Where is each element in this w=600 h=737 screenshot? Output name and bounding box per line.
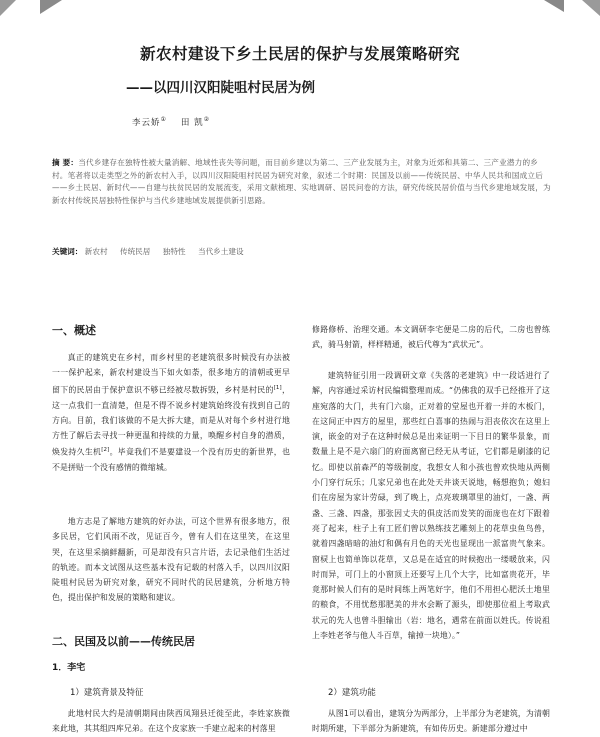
page-corner-mark xyxy=(40,0,62,14)
body-paragraph xyxy=(312,706,550,737)
page-corner-mark xyxy=(582,0,600,16)
page-corner-mark xyxy=(0,0,16,16)
paragraph-text: 从图1可以看出，建筑分为两部分，上半部分为老建筑，为清朝时期所建，下半部分为新建筑，有如传历史。新建部分遵过中 xyxy=(312,709,550,734)
author-name: 田 凯 xyxy=(180,118,204,128)
abstract-text: 当代乡建存在独特性被大量消解、地域性丧失等问题，而目前乡建以为第二、三产业发展为主，对象为近郊和具第二、三产业潜力的乡村。笔者将以走类型之外的新农村入手，以四川汉阳陡咀村民居为研究对象，叙述二个时期：民国及以前——传统民居、中华人民共和国成立后——乡土民居、新时代——自建与扶贫民居的发展流变，采用文献梳理、实地调研、居民问卷的方法，研究传统民居价值与当代乡建地域发展，为新农村传统民居独特性保护与当代乡建地域发展提供新引思路。 xyxy=(52,158,551,205)
keyword: 独特性 xyxy=(162,247,186,256)
subsection-heading: 1．李宅 xyxy=(52,663,86,673)
paragraph-text: 此地村民大约是清朝期间由陕西凤翔县迁徙至此，李姓家族微来此地，其其组四库兄弟。在这个皮家族一手建立起来的村落里 xyxy=(52,709,290,734)
abstract xyxy=(52,157,552,207)
section-heading: 一、概述 xyxy=(52,324,96,337)
keywords-label: 关键词： xyxy=(52,247,83,256)
paragraph-text: 。毕竟我们不是要建设一个没有历史的新世界，也不是拼贴一个没有感情的微缩城。 xyxy=(52,448,290,473)
body-paragraph xyxy=(312,368,550,643)
subsubsection-heading: 1）建筑背景及特征 xyxy=(70,688,144,698)
keyword: 新农村 xyxy=(84,247,108,256)
paragraph-text: 地方志是了解地方建筑的好办法，可这个世界有很多地方，很多民居，它们风雨不改，见证百今，曾有人们在这里笑，在这里哭，在这里采摘鲜翻新，可是却没有只言片语，去记录他们生活过的轨迹。而本文试图从这些基本没有记载的村落入手，以四川汉阳陡咀村民居为研究对象，研究不同时代的民居建筑，分析地方特色，提出保护和发展的策略和建议。 xyxy=(52,517,290,603)
subsubsection-heading: 2）建筑功能 xyxy=(328,688,376,698)
body-paragraph xyxy=(312,322,550,353)
paper-subtitle: ——以四川汉阳陡咀村民居为例 xyxy=(126,80,315,96)
body-paragraph xyxy=(52,514,290,606)
page-corner-mark xyxy=(544,0,564,12)
keywords xyxy=(52,246,552,257)
body-paragraph xyxy=(52,706,290,737)
author-mark: ① xyxy=(160,116,167,124)
body-paragraph xyxy=(52,350,290,476)
section-heading: 二、民国及以前——传统民居 xyxy=(52,635,195,648)
paragraph-text: 建筑特征引用一段调研文章《失落的老建筑》中一段话进行了解，内容通过采访村民编辑整理而成。“仍佛我的双手已经推开了这座宛落的大门，共有门六扇，正对着的堂屋也开着一并的木板门，在这间正中四方的屋里，那些红白喜事的热闹与泪丧依次在这里上演，嵌金的对子在这种时候总是出来证明一下目日的繁华景象，而数量上是不是六扇门的府面离窗已经无从考证，它们都是刷漆的记忆。即使以前森严的等级制度，我想女人和小孩也曾欢快地从两侧小门穿行玩乐；几家兄弟也在此处天井谈天说地，畅想抱负；媳妇们在房屋为家计劳碌，到了晚上，点亮玻璃罩里的油灯，一盏、两盏、三盏、四盏，那张因丈夫的俱皮活而发笑的面庞也在灯下跟着亮了起来，柱子上有工匠们曾以熟练技艺雕刻上的花草虫鱼鸟兽，就着四盏暗暗的油灯和偶有月色的天光也显现出一派富贵气象来。窗棂上也简单饰以花草，又总是在适宜的时候抱出一缕暖放来，闪时而异，可门上的小窗顶上还要写上几个大字，比如富贵花开，毕竟那时候人们有的是时间练上两笔好字，他们不用担心肥沃土地里的粮食，不用忧愁那肥美的井水会断了源头，即使那位祖上考取武状元的先人也曾斗胆输出（岩：地名，遇常在前面以姓氏。传说祖上李姓老爷与他人斗百草，输掉一块地）。” xyxy=(312,371,550,641)
citation-ref: [2] xyxy=(101,447,110,454)
citation-ref: [1] xyxy=(273,384,282,391)
keyword: 传统民居 xyxy=(120,247,151,256)
keyword: 当代乡土建设 xyxy=(198,247,244,256)
paper-title: 新农村建设下乡土民居的保护与发展策略研究 xyxy=(139,45,460,63)
author-name: 李云娇 xyxy=(132,118,161,128)
paragraph-text: 真正的建筑史在乡村，而乡村里的老建筑很多时候没有办法被一一保护起来，新农村建设当下如火如荼，很多地方的清朝或更早留下的民居由于保护意识不够已经被尽数拆毁，乡村是村民的 xyxy=(52,353,290,395)
abstract-label: 摘 要： xyxy=(52,158,79,167)
paragraph-text: 修路修桥、治理交通。本文调研李宅便是二房的后代，二房也曾练武，骑马射箭，样样精通，被后代尊为“武状元”。 xyxy=(312,325,550,350)
paragraph-text: ，这一点我们一直清楚，但是不得不说乡村建筑始终没有找到自己的方向。目前，我们该做的不是大拆大建，而是从对每个乡村进行地方性了解后去寻找一种更温和持续的力量，唤醒乡村自身的潜质，焕发持久生机 xyxy=(52,385,290,458)
author-list xyxy=(132,116,210,128)
author-mark: ② xyxy=(203,116,210,124)
